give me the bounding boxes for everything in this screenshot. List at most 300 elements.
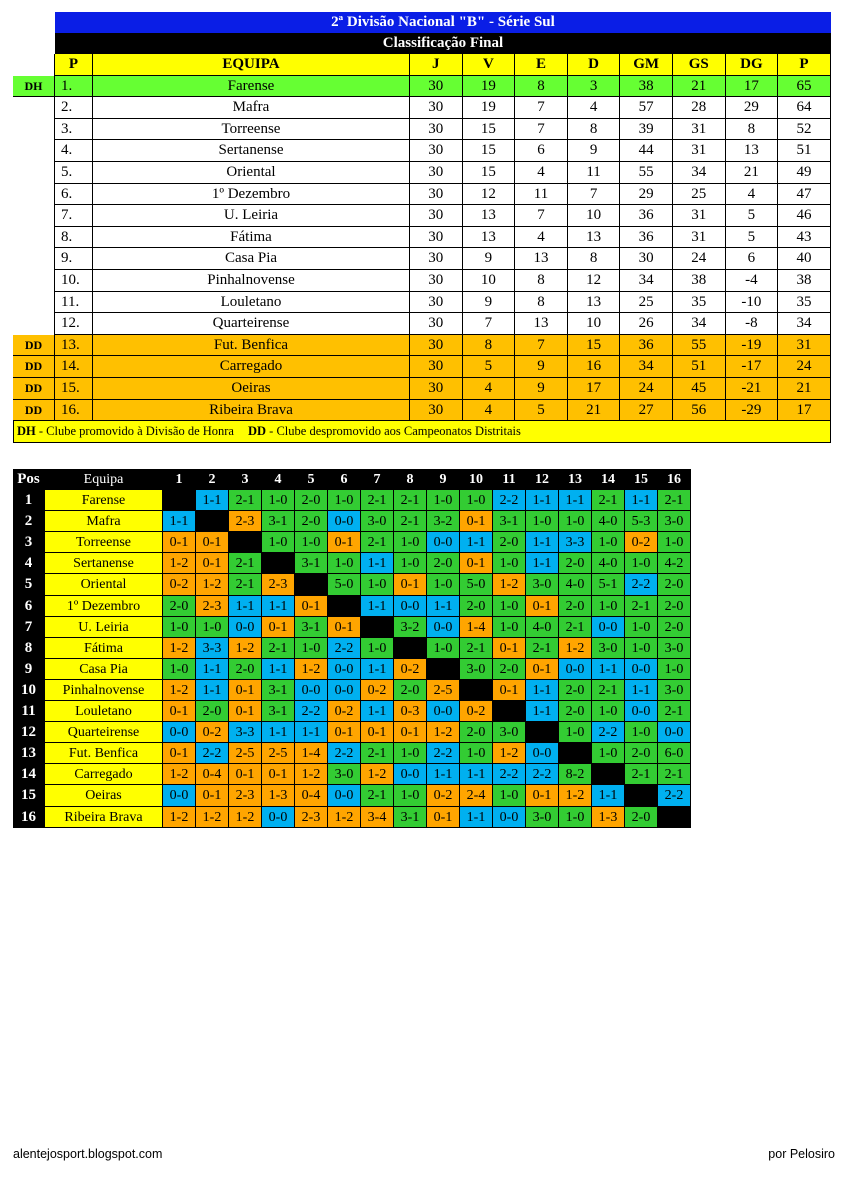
losses-cell: 4 [568,97,621,119]
match-result-cell: 0-1 [229,764,262,785]
position-cell: 8. [55,227,93,249]
standings-row [13,313,831,335]
team-name-cell: Louletano [93,292,410,314]
goal-diff-cell: 13 [726,140,779,162]
col-header-points: P [778,54,831,76]
points-cell: 40 [778,248,831,270]
matrix-row [13,764,691,785]
points-cell: 46 [778,205,831,227]
match-result-cell: 2-0 [394,680,427,701]
goals-for-cell: 27 [620,400,673,422]
match-result-cell: 2-0 [460,596,493,617]
match-result-cell: 1-1 [361,659,394,680]
standings-row [13,162,831,184]
team-name-cell: 1º Dezembro [93,184,410,206]
match-result-cell: 1-2 [361,764,394,785]
match-result-cell: 2-2 [625,574,658,595]
match-result-cell: 2-2 [427,743,460,764]
match-result-cell: 0-0 [394,764,427,785]
matrix-col-header: 9 [427,469,460,490]
match-result-cell: 2-5 [229,743,262,764]
match-result-cell: 1-1 [262,596,295,617]
wins-cell: 7 [463,313,516,335]
footer-author: por Pelosiro [768,1147,835,1161]
standings-body [13,76,831,422]
match-result-cell: 2-1 [658,764,691,785]
match-result-cell: 1-1 [262,659,295,680]
goals-against-cell: 31 [673,140,726,162]
matrix-row-pos: 5 [13,574,45,595]
match-result-cell: 0-0 [328,785,361,806]
position-cell: 2. [55,97,93,119]
matrix-header-pos: Pos [13,469,45,490]
match-result-cell: 3-0 [328,764,361,785]
goals-against-cell: 21 [673,76,726,98]
match-result-cell: 1-0 [625,617,658,638]
matrix-row-pos: 1 [13,490,45,511]
match-result-cell: 1-4 [460,617,493,638]
matrix-row [13,553,691,574]
wins-cell: 4 [463,378,516,400]
standings-row [13,356,831,378]
position-cell: 11. [55,292,93,314]
match-result-cell: 1-2 [328,807,361,828]
matrix-row [13,532,691,553]
match-result-cell: 1-2 [559,638,592,659]
team-name-cell: Fátima [93,227,410,249]
match-result-cell: 0-1 [163,532,196,553]
position-cell: 15. [55,378,93,400]
match-result-cell: 3-1 [262,680,295,701]
wins-cell: 19 [463,76,516,98]
match-result-cell: 1-0 [493,617,526,638]
match-result-cell: 1-1 [196,680,229,701]
match-result-cell: 2-0 [427,553,460,574]
match-result-cell: 1-0 [592,596,625,617]
match-result-cell: 1-2 [163,638,196,659]
losses-cell: 12 [568,270,621,292]
match-result-cell: 3-0 [658,638,691,659]
standings-table [13,12,831,443]
matrix-row [13,701,691,722]
match-result-cell: 1-1 [460,764,493,785]
match-result-cell: 0-1 [196,553,229,574]
match-result-cell: 1-1 [196,659,229,680]
match-result-cell: 1-1 [559,490,592,511]
goals-for-cell: 25 [620,292,673,314]
games-cell: 30 [410,97,463,119]
match-result-cell: 2-3 [229,785,262,806]
goals-for-cell: 36 [620,335,673,357]
col-header-wins: V [463,54,516,76]
draws-cell: 6 [515,140,568,162]
match-result-cell: 1-0 [493,553,526,574]
points-cell: 49 [778,162,831,184]
match-result-cell: 2-0 [460,722,493,743]
games-cell: 30 [410,313,463,335]
match-result-cell: 1-0 [493,785,526,806]
matrix-row-team: Louletano [45,701,163,722]
match-result-cell: 2-1 [526,638,559,659]
goal-diff-cell: -4 [726,270,779,292]
match-result-cell: 0-1 [526,596,559,617]
goals-against-cell: 45 [673,378,726,400]
losses-cell: 10 [568,205,621,227]
team-name-cell: Mafra [93,97,410,119]
match-result-cell: 0-0 [658,722,691,743]
position-cell: 5. [55,162,93,184]
match-result-cell: 2-3 [295,807,328,828]
losses-cell: 15 [568,335,621,357]
match-result-cell: 3-1 [262,511,295,532]
match-result-cell: 0-4 [196,764,229,785]
team-name-cell: Carregado [93,356,410,378]
standings-row [13,292,831,314]
goal-diff-cell: -19 [726,335,779,357]
standings-row [13,378,831,400]
matrix-col-header: 13 [559,469,592,490]
matrix-col-header: 14 [592,469,625,490]
match-result-cell: 0-1 [328,617,361,638]
match-result-cell: 2-0 [658,596,691,617]
standings-row [13,248,831,270]
position-cell: 13. [55,335,93,357]
match-result-cell: 0-1 [163,743,196,764]
match-result-cell: 0-1 [262,764,295,785]
standings-row [13,270,831,292]
position-cell: 6. [55,184,93,206]
match-result-cell: 1-2 [295,764,328,785]
standings-row [13,400,831,422]
match-result-cell: 0-0 [427,532,460,553]
matrix-row [13,807,691,828]
matrix-row-pos: 14 [13,764,45,785]
match-result-cell: 1-1 [262,722,295,743]
relegation-tag [13,162,55,184]
relegation-tag: DD [13,356,55,378]
games-cell: 30 [410,270,463,292]
match-result-cell: 0-2 [163,574,196,595]
goals-for-cell: 26 [620,313,673,335]
match-result-cell: 0-1 [394,574,427,595]
matrix-row-team: Casa Pia [45,659,163,680]
goals-against-cell: 24 [673,248,726,270]
match-result-cell: 2-5 [427,680,460,701]
matrix-header-row [13,469,691,490]
match-result-cell: 6-0 [658,743,691,764]
match-result-cell: 2-1 [625,596,658,617]
relegation-tag [13,140,55,162]
position-cell: 16. [55,400,93,422]
match-result-cell: 5-3 [625,511,658,532]
col-header-goals-for: GM [620,54,673,76]
draws-cell: 8 [515,76,568,98]
match-result-cell: 0-1 [328,532,361,553]
match-result-cell: 1-0 [295,532,328,553]
team-name-cell: Oriental [93,162,410,184]
games-cell: 30 [410,356,463,378]
match-result-cell: 0-0 [427,617,460,638]
matrix-self-cell [625,785,658,806]
match-result-cell: 0-0 [328,680,361,701]
points-cell: 43 [778,227,831,249]
goals-for-cell: 36 [620,227,673,249]
relegation-tag [13,227,55,249]
match-result-cell: 0-0 [328,511,361,532]
match-result-cell: 0-1 [262,617,295,638]
matrix-self-cell [163,490,196,511]
match-result-cell: 2-1 [361,532,394,553]
matrix-row-pos: 15 [13,785,45,806]
match-result-cell: 5-0 [460,574,493,595]
team-name-cell: Ribeira Brava [93,400,410,422]
legend-dd-code: DD [247,424,267,439]
match-result-cell: 1-1 [163,511,196,532]
matrix-row [13,617,691,638]
match-result-cell: 1-1 [526,553,559,574]
match-result-cell: 1-1 [625,490,658,511]
losses-cell: 8 [568,248,621,270]
match-result-cell: 0-1 [295,596,328,617]
matrix-row [13,511,691,532]
match-result-cell: 2-2 [328,638,361,659]
match-result-cell: 3-1 [295,617,328,638]
draws-cell: 11 [515,184,568,206]
match-result-cell: 2-0 [625,807,658,828]
match-result-cell: 0-1 [163,701,196,722]
relegation-tag [13,292,55,314]
col-header-position: P [55,54,93,76]
matrix-self-cell [394,638,427,659]
match-result-cell: 1-0 [394,785,427,806]
match-result-cell: 2-1 [394,490,427,511]
match-result-cell: 1-0 [163,659,196,680]
goal-diff-cell: 4 [726,184,779,206]
tag-header-cell [13,54,55,76]
match-result-cell: 1-1 [361,596,394,617]
goals-for-cell: 36 [620,205,673,227]
team-name-cell: Farense [93,76,410,98]
matrix-row-team: Mafra [45,511,163,532]
match-result-cell: 2-0 [559,553,592,574]
match-result-cell: 1-0 [262,532,295,553]
match-result-cell: 1-1 [625,680,658,701]
match-result-cell: 2-0 [559,596,592,617]
match-result-cell: 1-1 [229,596,262,617]
match-result-cell: 0-0 [163,722,196,743]
match-result-cell: 0-0 [625,659,658,680]
match-result-cell: 1-0 [262,490,295,511]
losses-cell: 8 [568,119,621,141]
match-result-cell: 2-2 [526,764,559,785]
wins-cell: 15 [463,162,516,184]
matrix-row [13,743,691,764]
points-cell: 51 [778,140,831,162]
match-result-cell: 1-2 [163,764,196,785]
match-result-cell: 1-0 [559,722,592,743]
match-result-cell: 3-1 [295,553,328,574]
match-result-cell: 2-1 [229,553,262,574]
wins-cell: 9 [463,248,516,270]
goals-against-cell: 31 [673,205,726,227]
match-result-cell: 4-0 [559,574,592,595]
match-result-cell: 0-0 [229,617,262,638]
wins-cell: 8 [463,335,516,357]
goals-against-cell: 31 [673,119,726,141]
matrix-col-header: 8 [394,469,427,490]
goals-against-cell: 35 [673,292,726,314]
col-header-losses: D [568,54,621,76]
match-result-cell: 1-1 [460,807,493,828]
match-result-cell: 1-2 [493,743,526,764]
match-result-cell: 3-1 [262,701,295,722]
match-result-cell: 1-0 [592,743,625,764]
standings-row [13,184,831,206]
match-result-cell: 1-1 [460,532,493,553]
matrix-header-team: Equipa [45,469,163,490]
match-result-cell: 0-1 [427,807,460,828]
matrix-self-cell [427,659,460,680]
match-result-cell: 2-1 [658,490,691,511]
match-result-cell: 1-0 [559,511,592,532]
standings-row [13,335,831,357]
matrix-row [13,596,691,617]
legend-dh-text: - Clube promovido à Divisão de Honra [35,424,234,439]
match-result-cell: 2-0 [658,617,691,638]
match-result-cell: 1-0 [196,617,229,638]
matrix-self-cell [196,511,229,532]
match-result-cell: 2-2 [196,743,229,764]
match-result-cell: 3-0 [493,722,526,743]
standings-legend [13,421,831,443]
match-result-cell: 2-1 [361,785,394,806]
goals-against-cell: 55 [673,335,726,357]
matrix-row-team: U. Leiria [45,617,163,638]
match-result-cell: 0-0 [328,659,361,680]
games-cell: 30 [410,205,463,227]
wins-cell: 13 [463,227,516,249]
match-result-cell: 0-1 [526,785,559,806]
matrix-self-cell [262,553,295,574]
match-result-cell: 1-1 [427,764,460,785]
matrix-row-team: Sertanense [45,553,163,574]
match-result-cell: 3-0 [658,511,691,532]
points-cell: 65 [778,76,831,98]
match-result-cell: 1-0 [526,511,559,532]
relegation-tag: DD [13,335,55,357]
games-cell: 30 [410,140,463,162]
goals-for-cell: 34 [620,356,673,378]
match-result-cell: 0-0 [163,785,196,806]
matrix-col-header: 4 [262,469,295,490]
match-result-cell: 2-1 [625,764,658,785]
match-result-cell: 1-2 [229,807,262,828]
matrix-col-header: 6 [328,469,361,490]
match-result-cell: 2-2 [658,785,691,806]
match-result-cell: 0-1 [328,722,361,743]
goal-diff-cell: 6 [726,248,779,270]
relegation-tag: DD [13,400,55,422]
match-result-cell: 0-1 [493,638,526,659]
match-result-cell: 0-2 [328,701,361,722]
goals-for-cell: 34 [620,270,673,292]
losses-cell: 7 [568,184,621,206]
losses-cell: 9 [568,140,621,162]
goal-diff-cell: 5 [726,227,779,249]
draws-cell: 7 [515,205,568,227]
match-result-cell: 1-0 [658,532,691,553]
match-result-cell: 1-1 [526,490,559,511]
match-result-cell: 3-1 [394,807,427,828]
col-header-team: EQUIPA [93,54,410,76]
match-result-cell: 3-0 [526,807,559,828]
match-result-cell: 2-1 [658,701,691,722]
match-result-cell: 1-0 [427,638,460,659]
match-result-cell: 0-1 [526,659,559,680]
draws-cell: 8 [515,292,568,314]
match-result-cell: 3-2 [394,617,427,638]
match-result-cell: 2-1 [262,638,295,659]
matrix-col-header: 11 [493,469,526,490]
match-result-cell: 2-1 [229,490,262,511]
match-result-cell: 3-4 [361,807,394,828]
games-cell: 30 [410,184,463,206]
games-cell: 30 [410,162,463,184]
goal-diff-cell: 21 [726,162,779,184]
match-result-cell: 1-2 [163,680,196,701]
matrix-row-pos: 3 [13,532,45,553]
match-result-cell: 2-0 [559,701,592,722]
goals-for-cell: 55 [620,162,673,184]
position-cell: 1. [55,76,93,98]
points-cell: 35 [778,292,831,314]
match-result-cell: 4-2 [658,553,691,574]
match-result-cell: 3-3 [196,638,229,659]
match-result-cell: 1-0 [460,743,493,764]
points-cell: 17 [778,400,831,422]
match-result-cell: 1-0 [394,743,427,764]
goals-for-cell: 24 [620,378,673,400]
matrix-row-pos: 8 [13,638,45,659]
relegation-tag [13,313,55,335]
match-result-cell: 3-0 [526,574,559,595]
match-result-cell: 0-3 [394,701,427,722]
match-result-cell: 1-2 [196,574,229,595]
goals-against-cell: 28 [673,97,726,119]
match-result-cell: 1-2 [493,574,526,595]
matrix-self-cell [526,722,559,743]
match-result-cell: 0-1 [229,701,262,722]
matrix-col-header: 2 [196,469,229,490]
match-result-cell: 1-1 [592,785,625,806]
relegation-tag: DD [13,378,55,400]
points-cell: 31 [778,335,831,357]
match-result-cell: 1-2 [229,638,262,659]
goals-for-cell: 44 [620,140,673,162]
match-result-cell: 2-1 [592,680,625,701]
matrix-col-header: 1 [163,469,196,490]
wins-cell: 15 [463,140,516,162]
position-cell: 4. [55,140,93,162]
match-result-cell: 1-0 [625,638,658,659]
matrix-row-team: 1º Dezembro [45,596,163,617]
match-result-cell: 1-0 [295,638,328,659]
match-result-cell: 1-0 [493,596,526,617]
match-result-cell: 3-0 [592,638,625,659]
col-header-goal-diff: DG [726,54,779,76]
matrix-row-team: Oeiras [45,785,163,806]
points-cell: 47 [778,184,831,206]
